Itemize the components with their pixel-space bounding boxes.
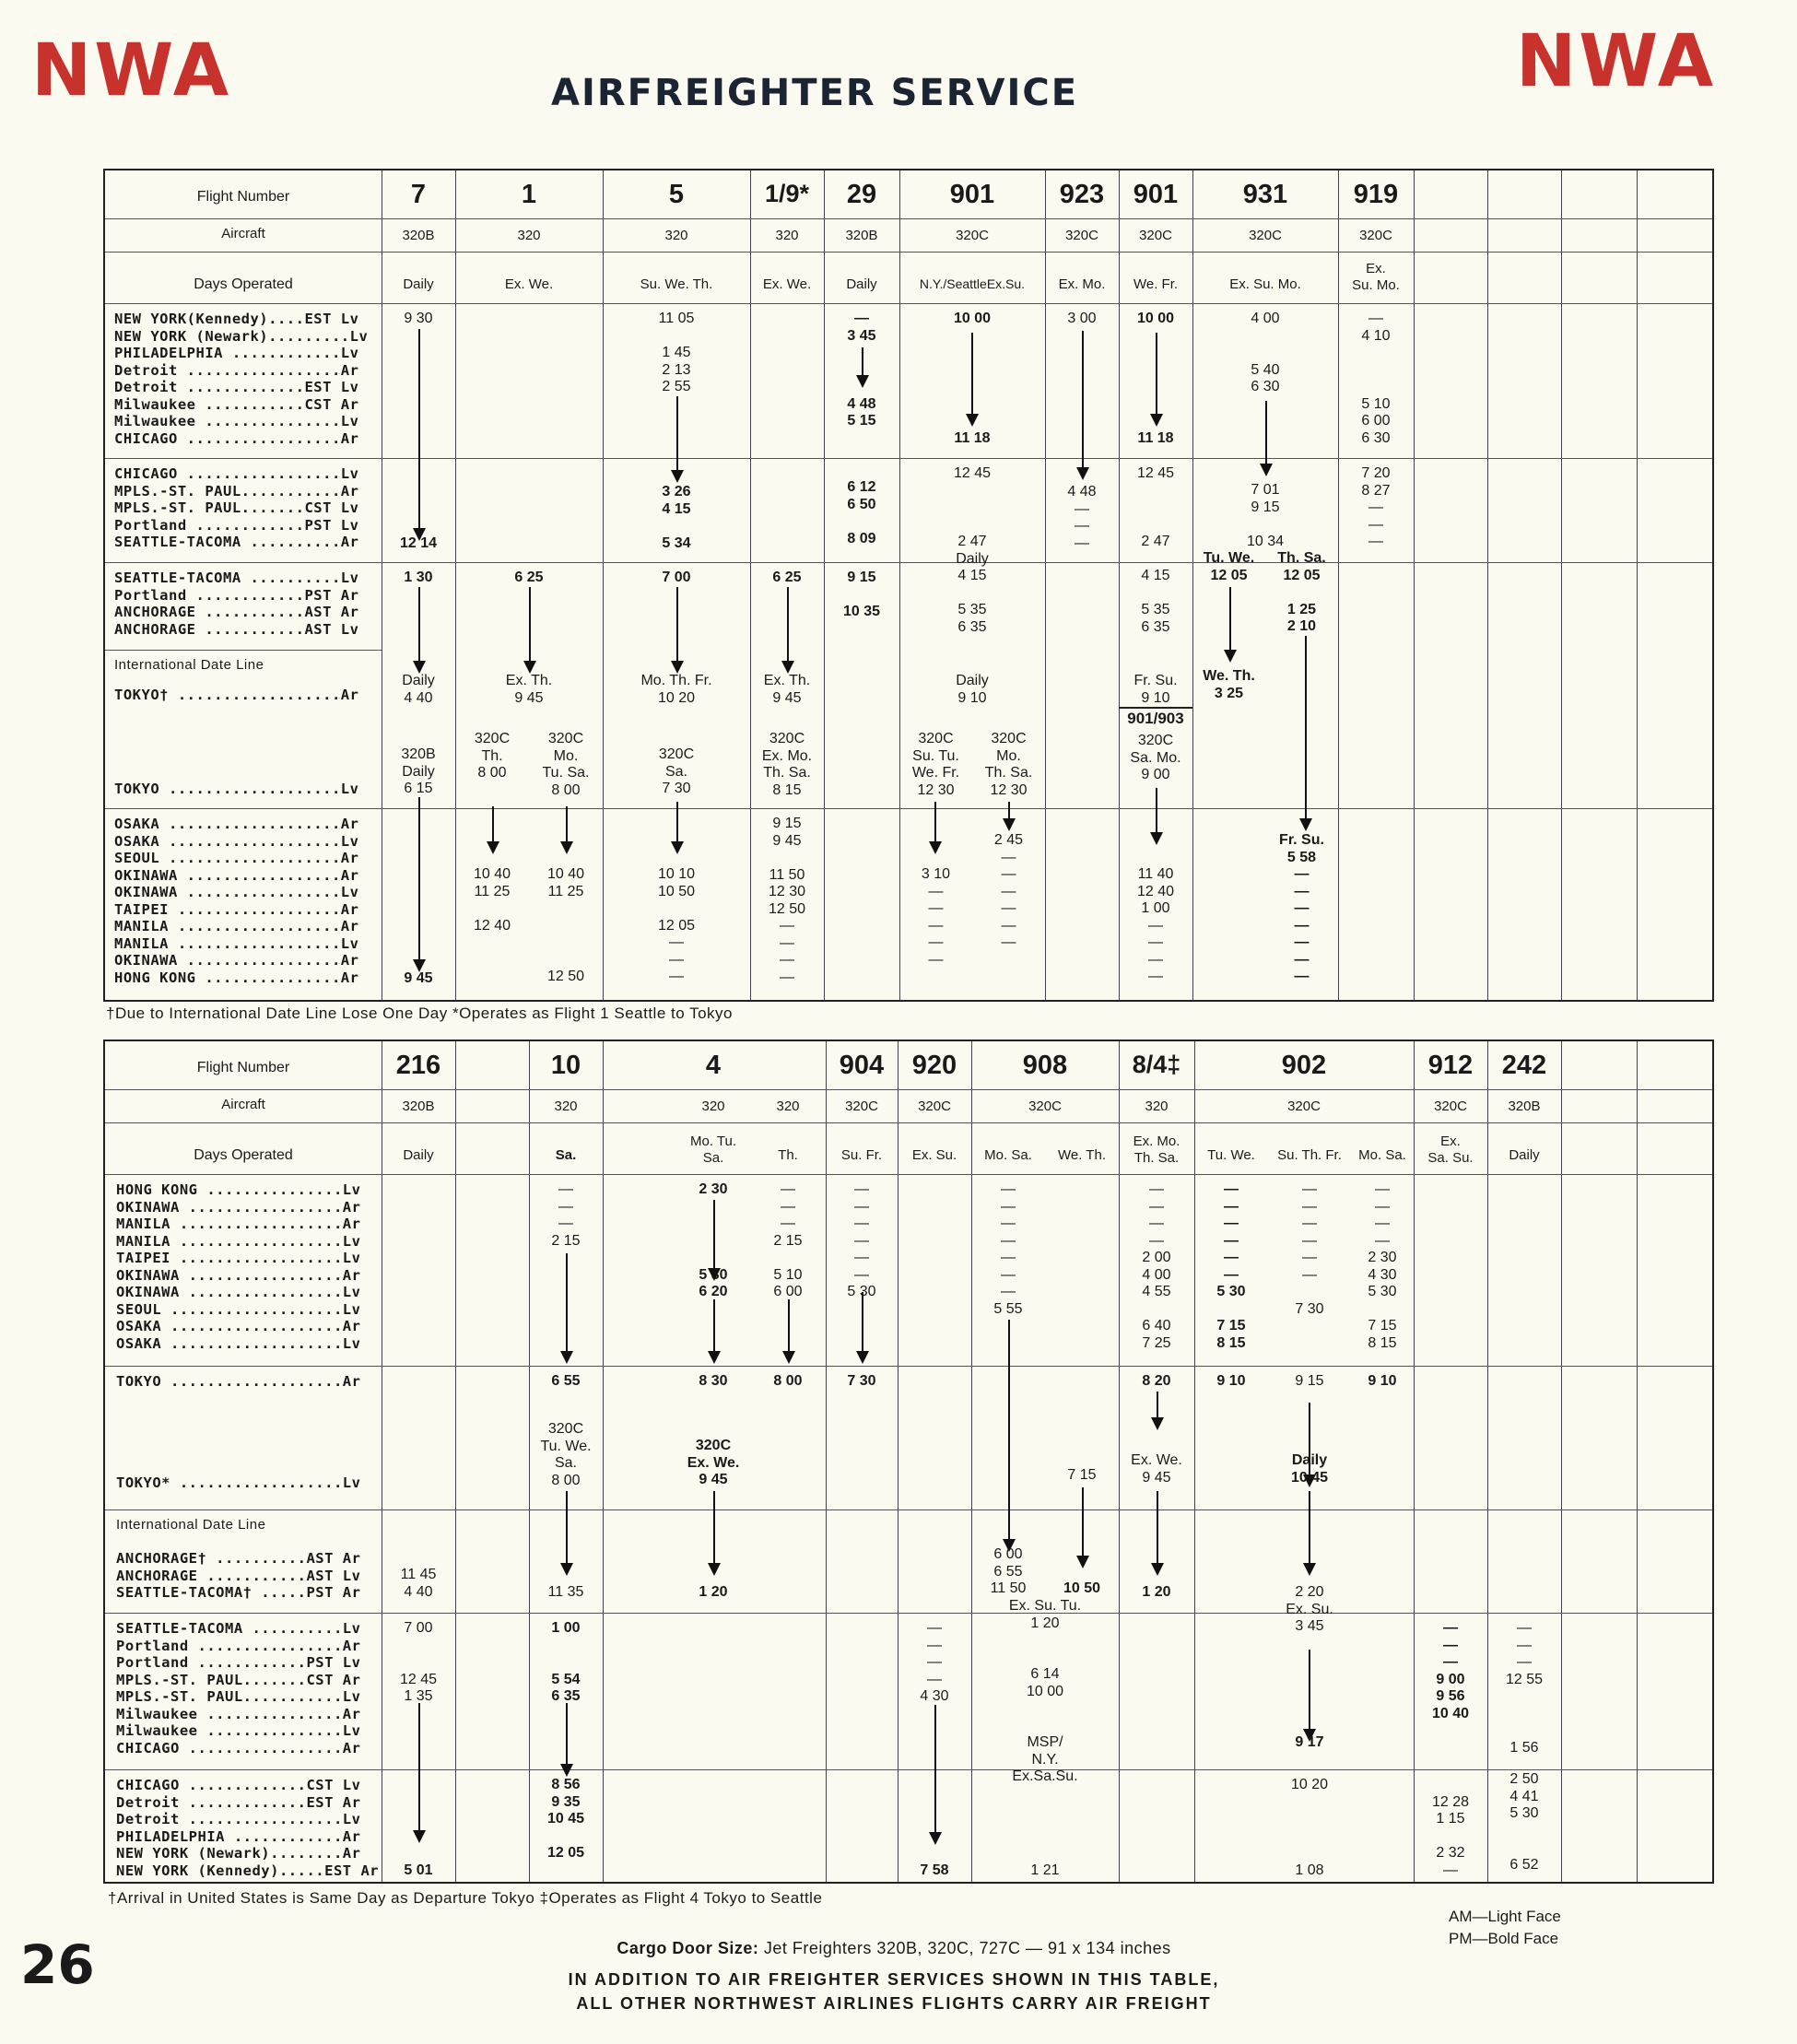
time-cell: 1 00 5 54 6 35 <box>551 1620 581 1704</box>
arrow-down-icon <box>418 797 420 970</box>
time-cell: 7 00 12 45 1 35 <box>399 1620 438 1704</box>
stations-east: CHICAGO .............CST Lv Detroit .............EST Ar Detroit .................Lv PHILADELPHIA ............Ar NEW YORK (Newark)........Ar NEW YORK (Kennedy).....EST Ar <box>116 1777 380 1879</box>
arrow-down-icon <box>566 1253 568 1362</box>
days-operated: Ex. Sa. Su. <box>1427 1134 1474 1166</box>
time-cell: Th. Sa. 12 05 1 25 2 10 <box>1277 550 1326 634</box>
time-cell: 6 55 <box>551 1373 581 1389</box>
arrow-down-icon <box>1082 331 1084 478</box>
aircraft-type: 320C <box>1249 228 1282 243</box>
time-cell: 4 00 5 40 6 30 <box>1251 311 1280 394</box>
arrow-down-icon <box>1082 1487 1084 1567</box>
flight-number: 7 <box>410 180 427 209</box>
arrow-down-icon <box>418 329 420 539</box>
time-cell: Ex. Su. Tu. 1 20 6 14 10 00 MSP/ N.Y. Ex.Sa.Su. <box>1008 1598 1082 1784</box>
aircraft-type: 320C <box>845 1098 878 1114</box>
arrow-down-icon <box>492 806 494 852</box>
aircraft-type: 320C <box>1434 1098 1467 1114</box>
time-cell: 8 00 <box>773 1373 803 1389</box>
table2-footnote: †Arrival in United States is Same Day as Departure Tokyo ‡Operates as Flight 4 Tokyo to Seattle <box>108 1889 823 1907</box>
arrow-down-icon <box>566 1703 568 1775</box>
time-cell: — — — 12 55 1 56 <box>1505 1620 1544 1756</box>
aircraft-type: 320B <box>402 228 435 243</box>
days-operated: Daily <box>1509 1147 1540 1163</box>
days-operated-label: Days Operated <box>194 1147 293 1163</box>
time-cell: — 3 45 4 48 5 15 <box>847 311 876 429</box>
time-cell: — — — — 4 30 <box>920 1620 949 1704</box>
time-cell: 320C Ex. Mo. Th. Sa. 8 15 <box>761 731 813 798</box>
time-cell: — — — — 2 00 4 00 4 55 6 40 7 25 <box>1142 1181 1171 1351</box>
time-cell: 6 25 <box>772 570 802 585</box>
time-cell: Daily 4 40 <box>402 673 435 706</box>
aircraft-type: 320 <box>701 1098 725 1114</box>
time-cell: 320C Sa. 7 30 <box>658 746 695 796</box>
arrow-down-icon <box>713 1200 715 1279</box>
time-cell: 7 01 9 15 10 34 <box>1246 482 1285 549</box>
aircraft-type: 320 <box>776 1098 800 1114</box>
time-cell: Daily 10 45 <box>1290 1452 1329 1486</box>
aircraft-type: 320 <box>517 228 541 243</box>
arrow-down-icon <box>1157 1392 1158 1428</box>
nwa-logo-left: NWA <box>31 29 232 112</box>
time-cell: 320B Daily 6 15 <box>401 746 436 796</box>
time-cell: — 4 10 5 10 6 00 6 30 <box>1361 311 1391 446</box>
time-cell: — — — 2 15 5 10 6 00 <box>773 1181 803 1299</box>
time-cell: 2 30 5 30 6 20 <box>699 1181 728 1299</box>
time-cell: 2 20 Ex. Su. 3 45 <box>1286 1584 1333 1634</box>
days-operated: Su. Th. Fr. <box>1277 1147 1342 1163</box>
aircraft-type: 320B <box>1508 1098 1541 1114</box>
time-cell: 8 56 9 35 10 45 12 05 <box>546 1777 585 1861</box>
time-cell: 8 20 <box>1142 1373 1171 1389</box>
arrow-down-icon <box>1008 802 1010 829</box>
arrow-down-icon <box>676 802 678 852</box>
time-cell: 10 50 <box>1063 1580 1101 1596</box>
time-cell: 9 15 9 45 11 50 12 30 12 50 — — — — <box>768 816 806 985</box>
arrow-down-icon <box>1305 636 1307 829</box>
time-cell: 11 05 1 45 2 13 2 55 <box>658 311 695 394</box>
days-operated: Mo. Tu. Sa. <box>689 1134 737 1166</box>
time-cell: — — — — — — 5 30 7 15 8 15 <box>1216 1181 1246 1351</box>
footer-line2: ALL OTHER NORTHWEST AIRLINES FLIGHTS CARRY AIR FREIGHT <box>576 1994 1212 2013</box>
time-cell: 7 20 8 27 — — — <box>1361 465 1391 549</box>
time-cell: — — — — — — 5 30 <box>847 1181 876 1299</box>
aircraft-type: 320C <box>1028 1098 1062 1114</box>
time-cell: — — — — — — — 5 55 <box>993 1181 1023 1317</box>
aircraft-type: 320C <box>1065 228 1098 243</box>
station-tokyo-leave: TOKYO* ..................Lv <box>116 1474 361 1491</box>
flight-number-label: Flight Number <box>196 189 290 205</box>
time-cell: 1 30 <box>404 570 433 585</box>
days-operated: Ex. We. <box>762 276 812 292</box>
time-cell: 5 01 <box>404 1862 433 1878</box>
arrow-down-icon <box>787 587 789 672</box>
schedule-table-eastbound <box>103 1040 1714 1884</box>
stations-asia: OSAKA ...................Ar OSAKA ...................Lv SEOUL ...................Ar OKINAWA .................Ar OKINAWA .................Lv TAIPEI ..................Ar MANILA ..................Ar MANILA ..................Lv OKINAWA .................Ar HONG KONG ...............Ar <box>114 816 359 986</box>
aircraft-type: 320C <box>918 1098 951 1114</box>
aircraft-type: 320C <box>956 228 989 243</box>
time-cell: 12 28 1 15 2 32 — <box>1431 1793 1470 1878</box>
stations-east: NEW YORK(Kennedy)....EST Lv NEW YORK (Newark).........Lv PHILADELPHIA ............Lv Detroit .................Ar Detroit .............EST Lv Milwaukee ...........CST Ar Milwaukee ...............Lv CHICAGO .................Ar <box>114 311 369 447</box>
time-cell: 320C Sa. Mo. 9 00 <box>1130 733 1181 782</box>
time-cell: — — — — 2 30 4 30 5 30 7 15 8 15 <box>1368 1181 1397 1351</box>
flight-number: 904 <box>839 1051 885 1080</box>
station-tokyo-arrive: TOKYO ...................Ar <box>116 1373 361 1390</box>
stations-pacific: ANCHORAGE† ..........AST Ar ANCHORAGE ...........AST Lv SEATTLE-TACOMA† .....PST Ar <box>116 1550 361 1601</box>
arrow-down-icon <box>971 333 973 425</box>
arrow-down-icon <box>862 347 863 386</box>
legend-am: AM—Light Face <box>1449 1908 1561 1925</box>
time-cell: 7 00 <box>662 570 691 585</box>
time-cell: 1 20 <box>699 1584 728 1600</box>
flight-number: 1 <box>521 180 537 209</box>
time-cell: 320C Ex. We. 9 45 <box>687 1438 740 1487</box>
time-cell: 10 10 10 50 12 05 — — — <box>657 866 696 984</box>
arrow-down-icon <box>529 587 531 672</box>
aircraft-type: 320 <box>775 228 799 243</box>
time-cell: 9 10 <box>1368 1373 1397 1389</box>
table1-footnote: †Due to International Date Line Lose One Day *Operates as Flight 1 Seattle to Tokyo <box>106 1004 734 1022</box>
arrow-down-icon <box>788 1299 790 1362</box>
days-operated: We. Fr. <box>1133 276 1179 292</box>
station-tokyo-arrive: TOKYO† ..................Ar <box>114 687 359 703</box>
schedule-table-westbound <box>103 169 1714 1002</box>
days-operated: Ex. Su. Mo. <box>1352 261 1400 293</box>
time-cell: 9 45 <box>404 970 433 986</box>
flight-number: 216 <box>395 1051 441 1080</box>
cargo-door-text: Jet Freighters 320B, 320C, 727C — 91 x 134 inches <box>763 1939 1171 1957</box>
days-operated: Su. Fr. <box>840 1147 883 1163</box>
time-cell: 2 50 4 41 5 30 6 52 <box>1509 1771 1539 1873</box>
arrow-down-icon <box>676 587 678 672</box>
flight-number: 912 <box>1427 1051 1474 1080</box>
flight-number: 10 <box>550 1051 581 1080</box>
days-operated: Daily <box>846 276 877 292</box>
footer-line1: IN ADDITION TO AIR FREIGHTER SERVICES SHOWN IN THIS TABLE, <box>568 1970 1220 1989</box>
time-cell: Fr. Su. 9 10 <box>1133 673 1178 706</box>
flight-number: 923 <box>1059 180 1105 209</box>
time-cell: — — — — — — 7 30 <box>1295 1181 1324 1317</box>
time-cell: 12 45 2 47 Daily 4 15 5 35 6 35 <box>953 465 992 635</box>
flight-number: 901 <box>949 180 995 209</box>
flight-number: 29 <box>846 180 877 209</box>
time-cell: 9 17 <box>1295 1734 1324 1750</box>
arrow-down-icon <box>713 1299 715 1362</box>
arrow-down-icon <box>566 806 568 852</box>
time-cell: 3 26 4 15 5 34 <box>662 484 691 551</box>
days-operated: Tu. We. <box>1207 1147 1255 1163</box>
time-cell: 1 21 <box>1030 1862 1060 1878</box>
aircraft-label: Aircraft <box>221 1097 265 1112</box>
time-cell: 2 45 — — — — — — <box>993 832 1024 950</box>
intl-date-line-label: International Date Line <box>116 1517 266 1533</box>
time-cell: 12 45 2 47 4 15 5 35 6 35 <box>1136 465 1175 635</box>
flight-number: 901 <box>1133 180 1179 209</box>
aircraft-label: Aircraft <box>221 226 265 241</box>
flight-number: 919 <box>1353 180 1399 209</box>
days-operated: Mo. Sa. <box>1358 1147 1406 1163</box>
days-operated-label: Days Operated <box>194 276 293 292</box>
time-cell: 7 15 <box>1067 1467 1097 1483</box>
flight-number-label: Flight Number <box>196 1060 290 1075</box>
time-cell: 10 00 11 18 <box>953 311 992 446</box>
legend-pm: PM—Bold Face <box>1449 1930 1559 1947</box>
arrow-down-icon <box>1309 1650 1310 1740</box>
time-cell: 7 30 <box>847 1373 876 1389</box>
time-cell: We. Th. 3 25 <box>1203 668 1255 701</box>
time-cell: 12 14 <box>399 535 438 551</box>
time-cell: — — — 2 15 <box>551 1181 581 1249</box>
days-operated: We. Th. <box>1058 1147 1106 1163</box>
arrow-down-icon <box>1008 1320 1010 1550</box>
days-operated: Ex. Mo. <box>1058 276 1106 292</box>
stations-pacific: SEATTLE-TACOMA ..........Lv Portland ............PST Ar ANCHORAGE ...........AST Ar ANCHORAGE ...........AST Lv <box>114 570 359 638</box>
time-cell: 8 30 <box>699 1373 728 1389</box>
time-cell: 11 45 4 40 <box>400 1567 437 1600</box>
time-cell: 3 00 <box>1067 311 1097 326</box>
aircraft-type: 320C <box>1359 228 1392 243</box>
days-operated: Sa. <box>555 1147 577 1163</box>
days-operated: Ex. We. <box>504 276 554 292</box>
flight-number: 908 <box>1022 1051 1068 1080</box>
time-cell: Ex. Th. 9 45 <box>505 673 553 706</box>
arrow-down-icon <box>676 396 678 481</box>
stations-midwest: CHICAGO .................Lv MPLS.-ST. PAUL...........Ar MPLS.-ST. PAUL.......CST Lv Portland ............PST Lv SEATTLE-TACOMA ..........Ar <box>114 465 359 550</box>
flight-number-connecting: 901/903 <box>1127 710 1184 727</box>
flight-number: 8/4‡ <box>1132 1051 1181 1078</box>
time-cell: 1 20 <box>1142 1584 1171 1600</box>
flight-number: 242 <box>1501 1051 1547 1080</box>
days-operated: Mo. Sa. <box>984 1147 1032 1163</box>
time-cell: 3 10 — — — — — <box>921 866 951 968</box>
aircraft-type: 320 <box>554 1098 578 1114</box>
time-cell: 320C Th. 8 00 <box>474 731 511 781</box>
time-cell: 320C Su. Tu. We. Fr. 12 30 <box>911 731 960 798</box>
time-cell: 320C Mo. Tu. Sa. 8 00 <box>542 731 590 798</box>
nwa-logo-right: NWA <box>1516 20 1717 103</box>
time-cell: 9 15 10 35 <box>842 570 881 619</box>
aircraft-type: 320 <box>664 228 688 243</box>
aircraft-type: 320B <box>845 228 878 243</box>
time-cell: Mo. Th. Fr. 10 20 <box>640 673 712 706</box>
arrow-down-icon <box>418 587 420 672</box>
flight-number: 920 <box>911 1051 957 1080</box>
time-cell: 10 00 11 18 <box>1136 311 1175 446</box>
time-cell: Daily 9 10 <box>956 673 989 706</box>
time-cell: 4 48 — — — <box>1067 484 1097 551</box>
flight-number: 902 <box>1281 1051 1327 1080</box>
time-cell: 9 30 <box>404 311 433 326</box>
stations-asia: HONG KONG ...............Lv OKINAWA .................Ar MANILA ..................Ar MANILA ..................Lv TAIPEI ..................Lv OKINAWA .................Ar OKINAWA .................Lv SEOUL ...................Lv OSAKA ...................Ar OSAKA ...................Lv <box>116 1181 361 1352</box>
time-cell: 6 00 6 55 11 50 <box>990 1546 1027 1596</box>
aircraft-type: 320C <box>1287 1098 1321 1114</box>
days-operated: Ex. Su. Mo. <box>1229 276 1301 292</box>
time-cell: 10 40 11 25 12 50 <box>546 866 585 984</box>
time-cell: Ex. We. 9 45 <box>1131 1452 1182 1486</box>
aircraft-type: 320 <box>1145 1098 1169 1114</box>
days-operated: Ex. Mo. Th. Sa. <box>1133 1134 1180 1166</box>
time-cell: 7 58 <box>920 1862 949 1878</box>
arrow-down-icon <box>862 1292 863 1362</box>
time-cell: 10 40 11 25 12 40 <box>473 866 511 934</box>
station-tokyo-leave: TOKYO ...................Lv <box>114 781 359 797</box>
intl-date-line-label: International Date Line <box>114 657 264 673</box>
time-cell: Fr. Su. 5 58 — — — — — — — <box>1279 832 1324 984</box>
flight-number: 4 <box>705 1051 722 1080</box>
arrow-down-icon <box>1229 587 1231 661</box>
days-operated: Th. <box>778 1147 798 1163</box>
flight-number: 1/9* <box>764 180 810 207</box>
time-cell: 11 40 12 40 1 00 — — — — <box>1136 866 1175 984</box>
aircraft-type: 320C <box>1139 228 1172 243</box>
time-cell: 10 20 1 08 <box>1290 1777 1329 1878</box>
days-operated: Ex. Su. <box>911 1147 957 1163</box>
time-cell: 6 25 <box>514 570 544 585</box>
time-cell: 320C Tu. We. Sa. 8 00 <box>540 1421 592 1488</box>
arrow-down-icon <box>1265 401 1267 475</box>
page-title: AIRFREIGHTER SERVICE <box>551 72 1079 114</box>
stations-midwest: SEATTLE-TACOMA ..........Lv Portland ................Ar Portland ............PST Lv MPLS.-ST. PAUL.......CST Ar MPLS.-ST. PAUL...........Lv Milwaukee ...............Ar Milwaukee ...............Lv CHICAGO .................Ar <box>116 1620 361 1756</box>
time-cell: Ex. Th. 9 45 <box>763 673 811 706</box>
arrow-down-icon <box>1156 333 1157 425</box>
time-cell: 320C Mo. Th. Sa. 12 30 <box>984 731 1033 798</box>
cargo-door-label: Cargo Door Size: <box>617 1939 759 1957</box>
time-cell: — — — 9 00 9 56 10 40 <box>1431 1620 1470 1721</box>
time-cell: 9 10 <box>1216 1373 1246 1389</box>
time-cell: Tu. We. 12 05 <box>1203 550 1255 583</box>
days-operated: Su. We. Th. <box>640 276 713 292</box>
time-cell: 6 12 6 50 8 09 <box>847 479 876 546</box>
days-operated: Daily <box>403 276 434 292</box>
days-operated: Daily <box>403 1147 434 1163</box>
aircraft-type: 320B <box>402 1098 435 1114</box>
time-cell: 11 35 <box>547 1584 584 1600</box>
flight-number: 931 <box>1242 180 1288 209</box>
page-number: 26 <box>20 1933 95 1996</box>
days-operated: N.Y./SeattleEx.Su. <box>919 276 1026 291</box>
time-cell: 9 15 <box>1295 1373 1324 1389</box>
flight-number: 5 <box>668 180 685 209</box>
